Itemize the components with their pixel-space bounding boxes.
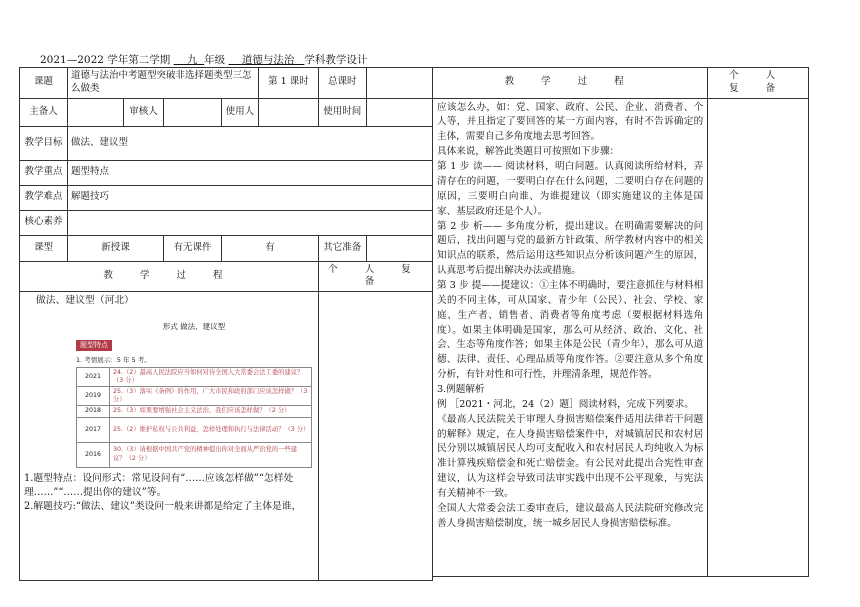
school-year: 2021—2022 学年第二学期 [40,54,171,66]
section-heading: 做法、建议型（河北） [36,295,134,307]
process-heading: 教 学 过 程 [20,261,319,292]
literacy-label: 核心素养 [20,210,68,235]
document-header [40,52,367,67]
paragraph: 第 2 步 析—— 多角度分析，提出建议。在明确需要解决的问题后，找出问题与党的最新方针政策、所学教材内容中的相关知识点的联系，然后运用这些知识点分析该问题产生的原因，认真思考后提出解决办法或措施。 [437,220,704,277]
solving-skill-paragraph: 2.解题技巧:“做法、建议”类设问一般来讲都是给定了主体是谁， [24,501,302,513]
reviewer-value [163,98,221,126]
total-periods-value [366,68,432,99]
question-feature-paragraph: 1.题型特点：设问形式：常见设问有“……应该怎样做”“怎样处理……”“……提出你的建议”等。 [24,472,294,498]
question-type-figure [76,322,312,467]
paragraph: 具体来说，解答此类题目可按照如下步骤： [437,146,620,158]
total-periods-label: 总课时 [318,68,366,99]
user-value [258,98,318,126]
process-heading-right: 教 学 过 程 [433,68,708,99]
figure-title: 形式 做法、建议型 [162,322,226,332]
process-table [432,67,809,577]
key-point-label: 教学重点 [20,160,68,185]
paragraph: 《最高人民法院关于审理人身损害赔偿案件适用法律若干问题的解释》规定，在人身损害赔偿案件中，对城镇居民和农村居民分别以城镇居民人均可支配收入和农村居民人均纯收入为标准计算残疾赔偿金和死亡赔偿金。有公民对此提出合宪性审查建议，认为这样会导致司法审实践中出现不公平现象，与宪法有关精神不一致。 [437,413,704,499]
lesson-type-value: 新授课 [67,235,163,261]
courseware-value: 有 [221,235,318,261]
paragraph: 第 3 步 提——提建议：①主体不明确时，要注意抓住与材料相关的不同主体，可从国家、青少年（公民）、社会、学校、家庭、生产者、销售者、消费者等角度考虑（要根据材料选角度）。如果主体明确是国家，那么可从经济、政治、文化、社会、生态等角度作答；如果主体是公民（青少年），那么可从道德、法律、责任、心理品质等角度作答。②要注意从多个角度分析，有针对性和可行性，并理清条理，规范作答。 [437,279,704,381]
period-value: 第 1 课时 [258,68,318,99]
topic-value: 道德与法治中考题型突破非选择题类型三怎么做类 [67,68,258,99]
courseware-label: 有无课件 [163,235,221,261]
table-row: 2021 24.（2）最高人民法院应当如何对待全国人大常委会法工委的建议？（3 分） [77,367,312,386]
lesson-info-table [19,67,433,581]
exam-history-table [76,367,312,468]
goal-value: 做法、建议型 [67,126,432,160]
paragraph: 第 1 步 读—— 阅读材料，明白问题。认真阅读所给材料，弄清存在的问题，一要明白存在什么问题，二要明白存在问题的原因，三要明白向谁、为谁提建议（即实施建议的主体是国家、基层政府还是个人）。 [437,161,704,217]
grade-suffix: 年级 [204,54,226,66]
key-point-value: 题型特点 [67,160,432,185]
difficulty-value: 解题技巧 [67,185,432,210]
table-row: 2018 25.（3）如果要增强社会主义法治，我们应该怎样做？（2 分） [77,406,312,417]
figure-note: 1. 考情展示：5 年 5 考。 [76,356,151,365]
table-row: 2017 25.（2）维护私权与公共利益，怎样处理和执行与法律活动？（3 分） [77,417,312,442]
reviewer-label: 审核人 [123,98,163,126]
subject-value: 道德与法治 [241,54,295,66]
lesson-body-left [20,292,319,581]
difficulty-label: 教学难点 [20,185,68,210]
preparer-label: 主备人 [20,98,68,126]
use-time-value [366,98,432,126]
preparer-value [67,98,123,126]
figure-badge: 题型特点 [76,340,112,351]
other-prep-label: 其它准备 [318,235,366,261]
paragraph: 例 ［2021・河北，24（2）题］阅读材料，完成下列要求。 [437,398,694,410]
other-prep-value [366,235,432,261]
header-suffix: 学科教学设计 [304,54,368,66]
user-label: 使用人 [221,98,258,126]
goal-label: 教学目标 [20,126,68,160]
grade-value: 九 [186,54,198,66]
use-time-label: 使用时间 [318,98,366,126]
paragraph: 应该怎么办，如：党、国家、政府、公民、企业、消费者、个人等，并且指定了要回答的某一方面内容，有时不告诉确定的主体，需要自己多角度地去思考回答。 [437,101,704,143]
personal-notes-right [708,98,809,576]
lesson-type-label: 课型 [20,235,68,261]
table-row: 2016 30.（3）请根据中国共产党的精神提出你对全面从严治党的一些建议？（2 分） [77,442,312,467]
literacy-value [67,210,432,235]
topic-label: 课题 [20,68,68,99]
table-row: 2019 25.（3）落实《条例》的作用，广大市民和政府部门应该怎样做？（3 分） [77,387,312,406]
personal-notes-left [318,292,432,581]
personal-notes-heading: 个 人 复 备 [318,261,432,292]
lesson-body-right [433,98,708,576]
personal-notes-heading-right: 个 人 复 备 [708,68,809,99]
paragraph: 3.例题解析 [437,383,485,395]
paragraph: 全国人大常委会法工委审查后，建议最高人民法院研究修改完善人身损害赔偿制度，统一城乡居民人身损害赔偿标准。 [437,502,704,529]
